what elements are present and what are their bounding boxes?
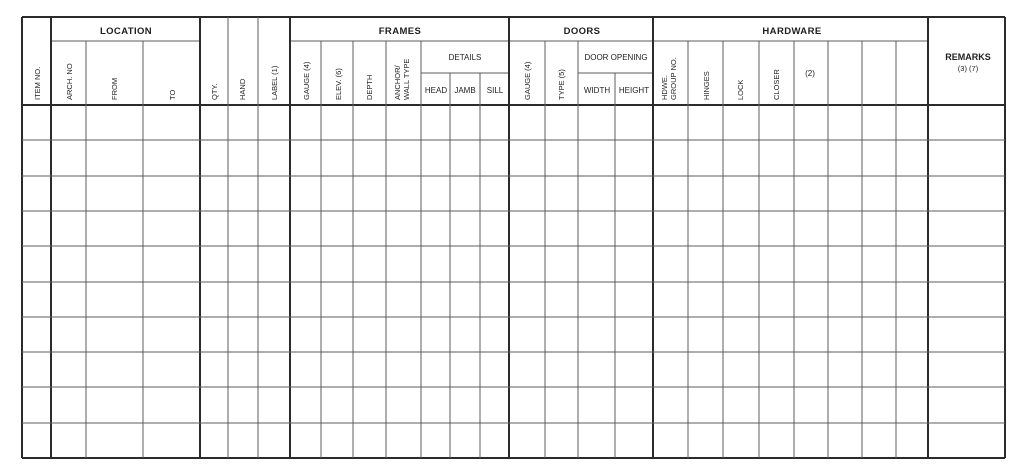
remarks-notes: (3) (7) — [957, 64, 979, 73]
sill-column-header: SILL — [486, 86, 504, 95]
to-column-header: TO — [168, 89, 177, 100]
from-column-header: FROM — [110, 77, 119, 100]
hardware-group-header: HARDWARE — [762, 26, 822, 37]
closer-column-header: CLOSER — [772, 69, 781, 100]
hinges-column-header: HINGES — [702, 71, 711, 100]
type-column-header: TYPE (5) — [557, 69, 566, 100]
height-column-header: HEIGHT — [618, 86, 650, 95]
qty-column-header: QTY. — [210, 83, 219, 100]
anchor-column-header-line1: ANCHOR/ — [393, 65, 402, 100]
depth-column-header: DEPTH — [365, 74, 374, 100]
item-no-column-header: ITEM NO. — [33, 66, 42, 100]
frames-group-header: FRAMES — [378, 26, 422, 37]
hdwe-column-header-line1: HDWE. — [660, 75, 669, 100]
label-column-header: LABEL (1) — [270, 65, 279, 100]
remarks-column-header: REMARKS — [945, 52, 991, 62]
elev-column-header: ELEV. (6) — [334, 68, 343, 100]
head-column-header: HEAD — [424, 86, 448, 95]
table-gridlines — [22, 17, 1005, 458]
details-subheader: DETAILS — [448, 53, 482, 62]
arch-no-column-header: ARCH. NO — [65, 63, 74, 100]
hand-column-header: HAND — [238, 78, 247, 100]
door-gauge-column-header: GAUGE (4) — [523, 61, 532, 100]
note-2-column-header: (2) — [805, 69, 815, 78]
door-opening-subheader: DOOR OPENING — [584, 53, 648, 62]
jamb-column-header: JAMB — [454, 86, 476, 95]
location-group-header: LOCATION — [99, 26, 153, 37]
hdwe-column-header-line2: GROUP NO. — [669, 57, 678, 100]
doors-group-header: DOORS — [563, 26, 601, 37]
frame-gauge-column-header: GAUGE (4) — [302, 61, 311, 100]
anchor-column-header-line2: WALL TYPE — [402, 58, 411, 100]
lock-column-header: LOCK — [736, 79, 745, 100]
width-column-header: WIDTH — [583, 86, 611, 95]
